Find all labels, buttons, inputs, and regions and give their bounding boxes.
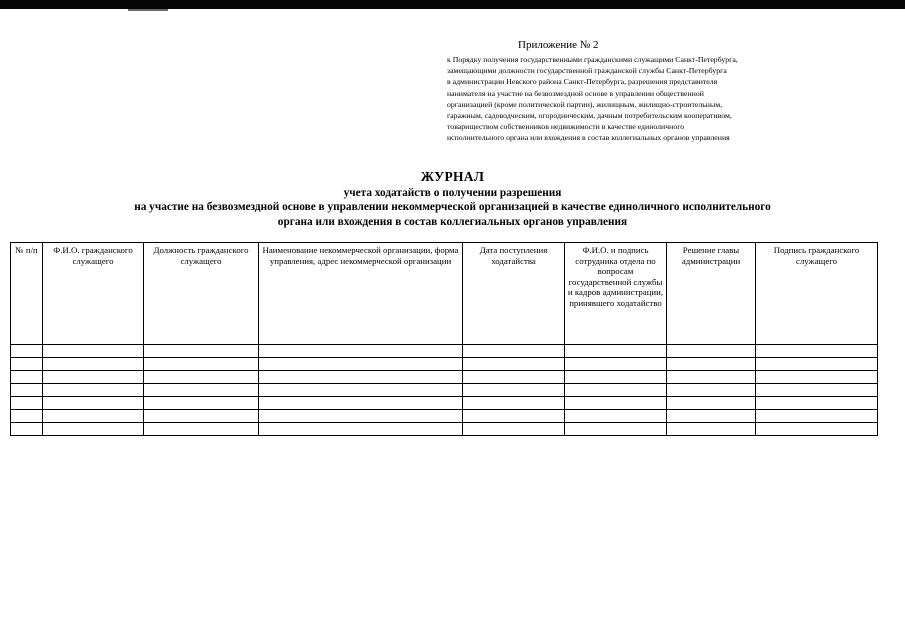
journal-subtitle-line: на участие на безвозмездной основе в управлении некоммерческой организацией в качестве единоличного исполнительного: [134, 201, 771, 214]
appendix-line: организацией (кроме политической партии), жилищным, жилищно-строительным,: [447, 99, 723, 109]
table-cell[interactable]: [463, 410, 565, 423]
table-cell[interactable]: [144, 397, 259, 410]
table-cell[interactable]: [11, 423, 43, 436]
journal-table-body: [11, 345, 878, 436]
appendix-line: к Порядку получения государственными гражданскими служащими Санкт-Петербурга,: [447, 55, 738, 64]
column-header-full-name: Ф.И.О. гражданского служащего: [43, 243, 144, 345]
table-row: [11, 410, 878, 423]
journal-subtitle-line: органа или вхождения в состав коллегиальных органов управления: [277, 215, 628, 228]
table-cell[interactable]: [565, 345, 667, 358]
table-cell[interactable]: [756, 384, 878, 397]
table-cell[interactable]: [259, 345, 463, 358]
table-cell[interactable]: [259, 384, 463, 397]
table-cell[interactable]: [565, 397, 667, 410]
table-cell[interactable]: [756, 358, 878, 371]
table-cell[interactable]: [463, 397, 565, 410]
table-row: [11, 358, 878, 371]
column-header-head-decision: Решение главы администрации: [667, 243, 756, 345]
table-cell[interactable]: [11, 345, 43, 358]
table-cell[interactable]: [667, 345, 756, 358]
table-cell[interactable]: [43, 345, 144, 358]
table-cell[interactable]: [756, 423, 878, 436]
table-cell[interactable]: [11, 397, 43, 410]
table-cell[interactable]: [667, 371, 756, 384]
appendix-line: товариществом собственников недвижимости в качестве единоличного: [447, 122, 685, 132]
table-cell[interactable]: [667, 397, 756, 410]
table-cell[interactable]: [463, 423, 565, 436]
table-cell[interactable]: [144, 410, 259, 423]
journal-subtitle: [0, 186, 905, 229]
table-cell[interactable]: [43, 384, 144, 397]
table-cell[interactable]: [667, 423, 756, 436]
table-cell[interactable]: [144, 371, 259, 384]
appendix-line: в администрации Невского района Санкт-Петербурга, разрешения представителя: [447, 77, 718, 87]
table-cell[interactable]: [144, 345, 259, 358]
table-cell[interactable]: [565, 423, 667, 436]
column-header-signature: Подпись гражданского служащего: [756, 243, 878, 345]
table-cell[interactable]: [144, 358, 259, 371]
appendix-title: Приложение № 2: [518, 39, 599, 51]
table-cell[interactable]: [463, 358, 565, 371]
column-header-position: Должность гражданского служащего: [144, 243, 259, 345]
table-cell[interactable]: [565, 358, 667, 371]
top-scan-border: [0, 0, 905, 9]
table-cell[interactable]: [463, 371, 565, 384]
table-header-row: [11, 243, 878, 345]
table-cell[interactable]: [11, 358, 43, 371]
table-cell[interactable]: [565, 384, 667, 397]
table-cell[interactable]: [463, 384, 565, 397]
table-cell[interactable]: [667, 358, 756, 371]
column-header-receiving-officer: Ф.И.О. и подпись сотрудника отдела по вопросам государственной службы и кадров администрации, принявшего ходатайство: [565, 243, 667, 345]
table-row: [11, 384, 878, 397]
table-row: [11, 345, 878, 358]
table-cell[interactable]: [11, 410, 43, 423]
table-cell[interactable]: [43, 410, 144, 423]
appendix-line: замещающими должности государственной гражданской службы Санкт-Петербурга: [447, 66, 727, 76]
table-cell[interactable]: [144, 423, 259, 436]
column-header-receipt-date: Дата поступления ходатайства: [463, 243, 565, 345]
table-cell[interactable]: [43, 358, 144, 371]
table-cell[interactable]: [144, 384, 259, 397]
table-cell[interactable]: [756, 345, 878, 358]
table-cell[interactable]: [259, 410, 463, 423]
table-cell[interactable]: [259, 423, 463, 436]
table-row: [11, 371, 878, 384]
appendix-line: нанимателя на участие на безвозмездной основе в управлении общественной: [447, 88, 704, 98]
table-row: [11, 397, 878, 410]
table-cell[interactable]: [43, 371, 144, 384]
table-cell[interactable]: [756, 371, 878, 384]
table-row: [11, 423, 878, 436]
column-header-organization: Наименование некоммерческой организации, форма управления, адрес некоммерческой организации: [259, 243, 463, 345]
journal-table: [10, 242, 878, 436]
table-cell[interactable]: [667, 410, 756, 423]
appendix-description: [447, 54, 837, 144]
table-cell[interactable]: [565, 410, 667, 423]
table-cell[interactable]: [43, 423, 144, 436]
appendix-line: гаражным, садоводческим, огородническим, дачным потребительским кооперативом,: [447, 111, 732, 121]
journal-subtitle-line: учета ходатайств о получении разрешения: [343, 187, 562, 199]
journal-title: ЖУРНАЛ: [420, 169, 485, 184]
table-cell[interactable]: [756, 410, 878, 423]
scan-artifact: [128, 9, 168, 11]
table-cell[interactable]: [756, 397, 878, 410]
table-cell[interactable]: [259, 371, 463, 384]
column-header-number: № п/п: [11, 243, 43, 345]
table-cell[interactable]: [259, 358, 463, 371]
table-cell[interactable]: [463, 345, 565, 358]
table-cell[interactable]: [565, 371, 667, 384]
table-cell[interactable]: [43, 397, 144, 410]
table-cell[interactable]: [11, 371, 43, 384]
table-cell[interactable]: [667, 384, 756, 397]
table-cell[interactable]: [259, 397, 463, 410]
table-cell[interactable]: [11, 384, 43, 397]
appendix-line: исполнительного органа или вхождения в состав коллегиальных органов управления: [447, 133, 730, 143]
